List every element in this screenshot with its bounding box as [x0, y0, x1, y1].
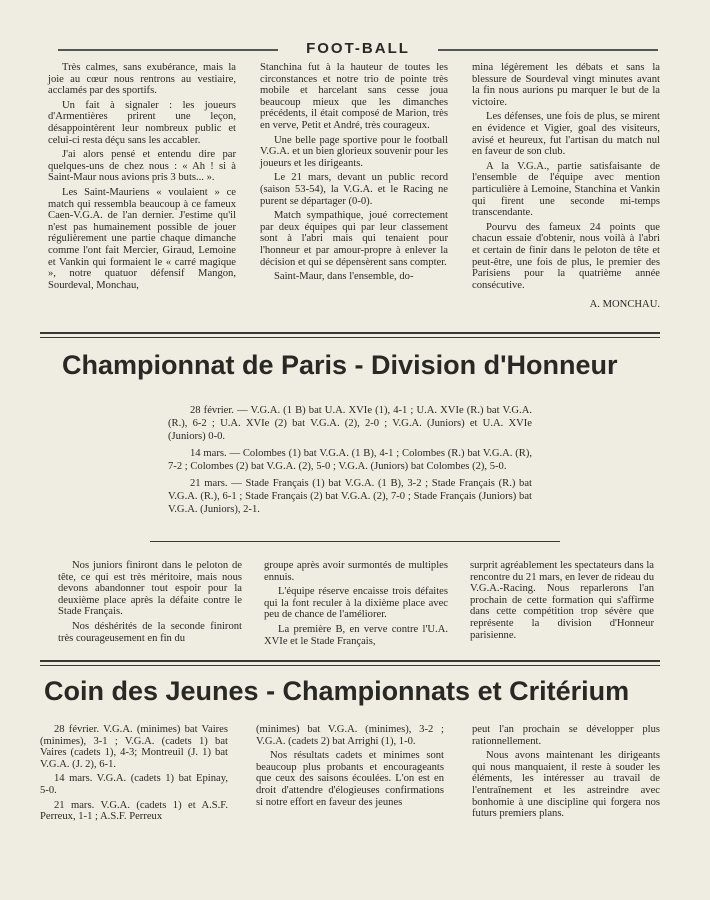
section-title-jeunes: Coin des Jeunes - Championnats et Critérium — [44, 676, 630, 706]
paragraph: Nous avons maintenant les dirigeants qui nous manquaient, il reste à souder les éléments, les intéresser au travail de l'entraînement et les astreindre avec bonhomie à une discipline qui forgera nos futurs premiers plans. — [472, 750, 660, 820]
paragraph: A la V.G.A., partie satisfaisante de l'ensemble de l'équipe avec mention particulière à Lemoine, Stanchina et Vankin qui firent une seconde mi-temps transcendante. — [472, 160, 660, 219]
paragraph: 28 février. V.G.A. (minimes) bat Vaires (minimes), 3-1 ; V.G.A. (cadets 1) bat Vaires (cadets 1), 4-3; Montreuil (J. 1) bat V.G.A. (J. 2), 6-1. — [40, 724, 228, 770]
paragraph: Le 21 mars, devant un public record (saison 53-54), la V.G.A. et le Racing ne purent se départager (0-0). — [260, 172, 448, 207]
paragraph: Nos juniors finiront dans le peloton de tête, ce qui est très méritoire, mais nous devons abandonner tout espoir pour la deuxième place après la défaite contre le Stade Français. — [58, 560, 242, 618]
paragraph: (minimes) bat V.G.A. (minimes), 3-2 ; V.G.A. (cadets 2) bat Arrighi (1), 1-0. — [256, 724, 444, 747]
paragraph: mina légèrement les débats et sans la blessure de Sourdeval vingt minutes avant la fin nous aurions pu marquer le but de la victoire. — [472, 62, 660, 108]
results-paragraph: 21 mars. — Stade Français (1) bat V.G.A. (1 B), 3-2 ; Stade Français (R.) bat V.G.A. (R.), 6-1 ; Stade Français (2) bat V.G.A. (2), 7-0 ; Stade Français (Juniors) bat V.G.A. (Juniors), 2-1. — [168, 478, 532, 515]
divider — [40, 665, 660, 666]
article-column-1 — [48, 62, 236, 314]
paragraph: Stanchina fut à la hauteur de toutes les circonstances et notre trio de pointe très mobile et harcelant sans cesse joua beaucoup mieux que les dimanches précédents, il était composé de Marion, très en verve, Petit et André, très courageux. — [260, 62, 448, 131]
section1-columns — [58, 560, 654, 650]
article-column-2 — [260, 62, 448, 314]
section-header — [58, 42, 658, 58]
section2-column-3 — [472, 724, 660, 826]
paragraph: 21 mars. V.G.A. (cadets 1) et A.S.F. Perreux, 1-1 ; A.S.F. Perreux — [40, 799, 228, 823]
paragraph: 14 mars. V.G.A. (cadets 1) bat Epinay, 5-0. — [40, 773, 228, 796]
paragraph: Nos résultats cadets et minimes sont beaucoup plus probants et encourageants que ceux des saisons écoulées. L'on est en droit d'attendre d'élogieuses confirmations si notre effort en faveur des jeunes — [256, 750, 444, 808]
paragraph: peut l'an prochain se développer plus rationnellement. — [472, 724, 660, 747]
paragraph: Les Saint-Mauriens « voulaient » ce match qui ressembla beaucoup à ce fameux Caen-V.G.A. de l'an dernier. J'estime qu'il n'est pas humainement possible de jouer régulièrement une partie chaque dimanche comme l'ont fait Mercier, Giraud, Lemoine et Vankin qui formaient le « carré magique », notre quatuor défensif Mangon, Sourdeval, Monchau, — [48, 186, 236, 291]
section2-column-1 — [40, 724, 228, 826]
paragraph: La première B, en verve contre l'U.A. XVIe et le Stade Français, — [264, 623, 448, 647]
paragraph: Très calmes, sans exubérance, mais la joie au cœur nous rentrons au vestiaire, acclamés par des sportifs. — [48, 62, 236, 97]
paragraph: Les défenses, une fois de plus, se mirent en évidence et Vigier, goal des visiteurs, avisé et heureux, fut l'artisan du match nul en faveur de son club. — [472, 111, 660, 158]
article-column-3 — [472, 62, 660, 314]
paragraph: J'ai alors pensé et entendu dire par quelques-uns de chez nous : « Ah ! si à Saint-Maur nous avions pris 3 buts... ». — [48, 149, 236, 184]
divider — [40, 337, 660, 338]
section1-column-2 — [264, 560, 448, 650]
section2-columns — [40, 724, 660, 826]
header-rule-left — [58, 49, 278, 51]
paragraph: L'équipe réserve encaisse trois défaites qui la font reculer à la dixième place avec peu de chance de l'améliorer. — [264, 586, 448, 621]
paragraph: Match sympathique, joué correctement par deux équipes qui par leur classement sont à l'abri mais qui tenaient pour l'honneur et par amour-propre à enlever la décision et qui se dépensèrent sans compter. — [260, 210, 448, 268]
paragraph: Nos déshérités de la seconde finiront très courageusement en fin du — [58, 620, 242, 644]
section-title-championnat: Championnat de Paris - Division d'Honneur — [62, 350, 618, 380]
section1-column-1 — [58, 560, 242, 650]
paragraph: Saint-Maur, dans l'ensemble, do- — [274, 271, 414, 283]
divider — [40, 660, 660, 662]
paragraph: Un fait à signaler : les joueurs d'Armentières prirent une leçon, désappointèrent leur nombreux public et celui-ci resta déçu sans les accabler. — [48, 99, 236, 146]
results-paragraph: 14 mars. — Colombes (1) bat V.G.A. (1 B), 4-1 ; Colombes (R.) bat V.G.A. (R), 7-2 ; Colombes (2) bat V.G.A. (2), 5-0 ; V.G.A. (Juniors) bat Colombes (2), 5-0. — [168, 448, 532, 472]
match-results — [168, 404, 532, 520]
paragraph: Une belle page sportive pour le football V.G.A. et un bien glorieux souvenir pour les joueurs et les dirigeants. — [260, 134, 448, 169]
section2-column-2 — [256, 724, 444, 826]
header-rule-right — [438, 49, 658, 51]
paragraph: surprit agréablement les spectateurs dans la rencontre du 21 mars, en lever de rideau du V.G.A.-Racing. Nous reparlerons l'an prochain de cette formation qui s'affirme dans cette compétition trop sévère que représente la division d'Honneur parisienne. — [470, 560, 654, 641]
author-signature: A. MONCHAU. — [589, 299, 660, 311]
divider — [40, 332, 660, 334]
paragraph: Pourvu des fameux 24 points que chacun essaie d'obtenir, nous voilà à l'abri et certain de finir dans le peloton de tête et peut-être, une fois de plus, le premier des Parisiens pour la quatrième année consécutive. — [472, 221, 660, 291]
page-title: FOOT-BALL — [306, 40, 410, 57]
article-columns — [48, 62, 660, 314]
results-paragraph: 28 février. — V.G.A. (1 B) bat U.A. XVIe (1), 4-1 ; U.A. XVIe (R.) bat V.G.A. (R.), 6-2 ; U.A. XVIe (2) bat V.G.A. (2), 2-0 ; V.G.A. (Juniors) et U.A. XVIe (Juniors) 0-0. — [168, 405, 532, 442]
paragraph: groupe après avoir surmontés de multiples ennuis. — [264, 560, 448, 583]
divider — [150, 541, 560, 542]
section1-column-3 — [470, 560, 654, 650]
